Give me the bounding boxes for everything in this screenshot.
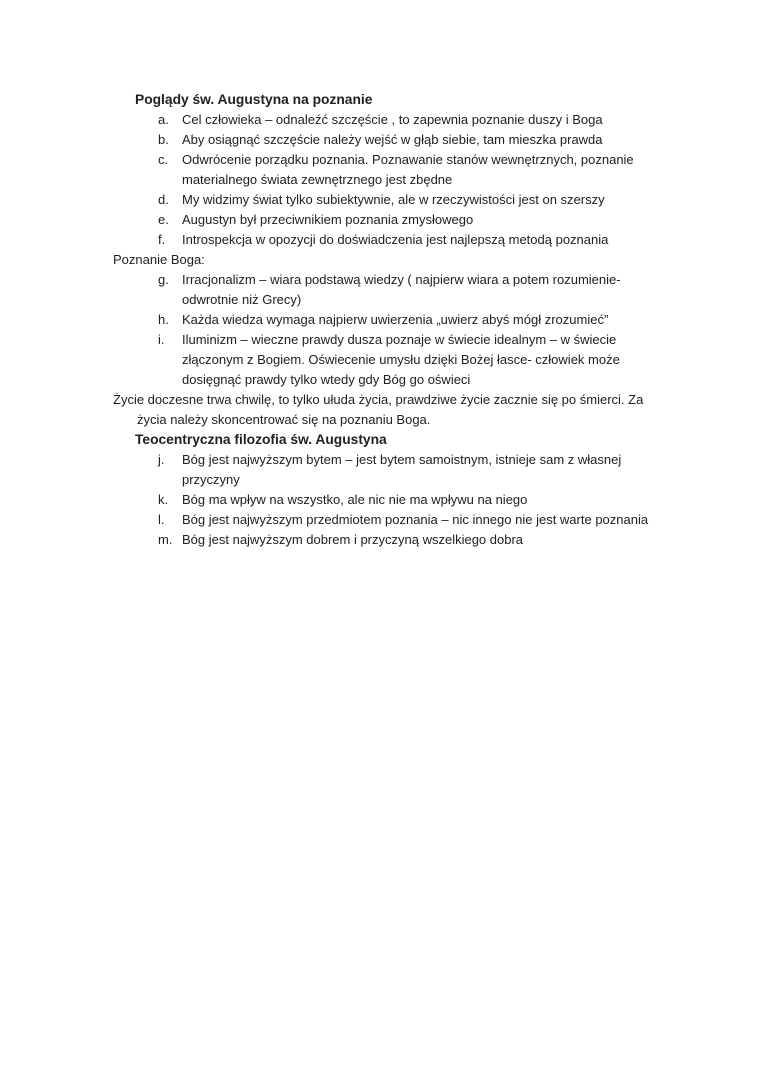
- list-item: [158, 330, 675, 390]
- list-item-text: Bóg jest najwyższym bytem – jest bytem samoistnym, istnieje sam z własnej przyczyny: [182, 452, 622, 487]
- list-item: [158, 450, 675, 490]
- list-item: [158, 130, 675, 150]
- list-item-text: Bóg ma wpływ na wszystko, ale nic nie ma wpływu na niego: [182, 492, 528, 507]
- list-item-marker: g.: [158, 272, 169, 287]
- poznanie-boga-label: Poznanie Boga:: [113, 252, 205, 267]
- document-content: [113, 90, 675, 550]
- list-item: [158, 310, 675, 330]
- list-item: [158, 530, 675, 550]
- list-item-text: Odwrócenie porządku poznania. Poznawanie stanów wewnętrznych, poznanie materialnego świata zewnętrznego jest zbędne: [182, 152, 634, 187]
- list-item-text: Introspekcja w opozycji do doświadczenia jest najlepszą metodą poznania: [182, 232, 609, 247]
- list-item-marker: b.: [158, 132, 169, 147]
- list-item-marker: m.: [158, 532, 173, 547]
- list-item-marker: i.: [158, 332, 165, 347]
- list-item-text: Każda wiedza wymaga najpierw uwierzenia „uwierz abyś mógł zrozumieć”: [182, 312, 609, 327]
- list-item-marker: e.: [158, 212, 169, 227]
- list-item: [158, 230, 675, 250]
- life-paragraph: Życie doczesne trwa chwilę, to tylko ułuda życia, prawdziwe życie zacznie się po śmierci. Za życia należy skoncentrować się na poznaniu Boga.: [113, 392, 644, 427]
- list-item-marker: l.: [158, 512, 165, 527]
- list-item-text: Bóg jest najwyższym dobrem i przyczyną wszelkiego dobra: [182, 532, 524, 547]
- list-item: [158, 150, 675, 190]
- list-item-marker: a.: [158, 112, 169, 127]
- list-item-marker: k.: [158, 492, 169, 507]
- list-item-text: Iluminizm – wieczne prawdy dusza poznaje w świecie idealnym – w świecie złączonym z Bogiem. Oświecenie umysłu dzięki Bożej łasce- człowiek może dosięgnąć prawdy tylko wtedy gdy Bóg go oświeci: [182, 332, 620, 387]
- list-item-marker: d.: [158, 192, 169, 207]
- list-item: [158, 270, 675, 310]
- list-item: [158, 210, 675, 230]
- list-item-text: Augustyn był przeciwnikiem poznania zmysłowego: [182, 212, 474, 227]
- section-heading-teocentryczna: Teocentryczna filozofia św. Augustyna: [135, 432, 387, 447]
- list-item: [158, 190, 675, 210]
- list-item-marker: h.: [158, 312, 169, 327]
- list-item-marker: c.: [158, 152, 169, 167]
- list-item-text: My widzimy świat tylko subiektywnie, ale w rzeczywistości jest on szerszy: [182, 192, 605, 207]
- list-item: [158, 490, 675, 510]
- list-item: [158, 510, 675, 530]
- list-item-marker: j.: [158, 452, 165, 467]
- list-item-marker: f.: [158, 232, 166, 247]
- list-item-text: Cel człowieka – odnaleźć szczęście , to zapewnia poznanie duszy i Boga: [182, 112, 603, 127]
- list-item: [158, 110, 675, 130]
- list-item-text: Aby osiągnąć szczęście należy wejść w głąb siebie, tam mieszka prawda: [182, 132, 603, 147]
- section-heading-poznanie: Poglądy św. Augustyna na poznanie: [135, 92, 373, 107]
- list-item-text: Bóg jest najwyższym przedmiotem poznania – nic innego nie jest warte poznania: [182, 512, 649, 527]
- list-item-text: Irracjonalizm – wiara podstawą wiedzy ( najpierw wiara a potem rozumienie-odwrotnie niż Grecy): [182, 272, 621, 307]
